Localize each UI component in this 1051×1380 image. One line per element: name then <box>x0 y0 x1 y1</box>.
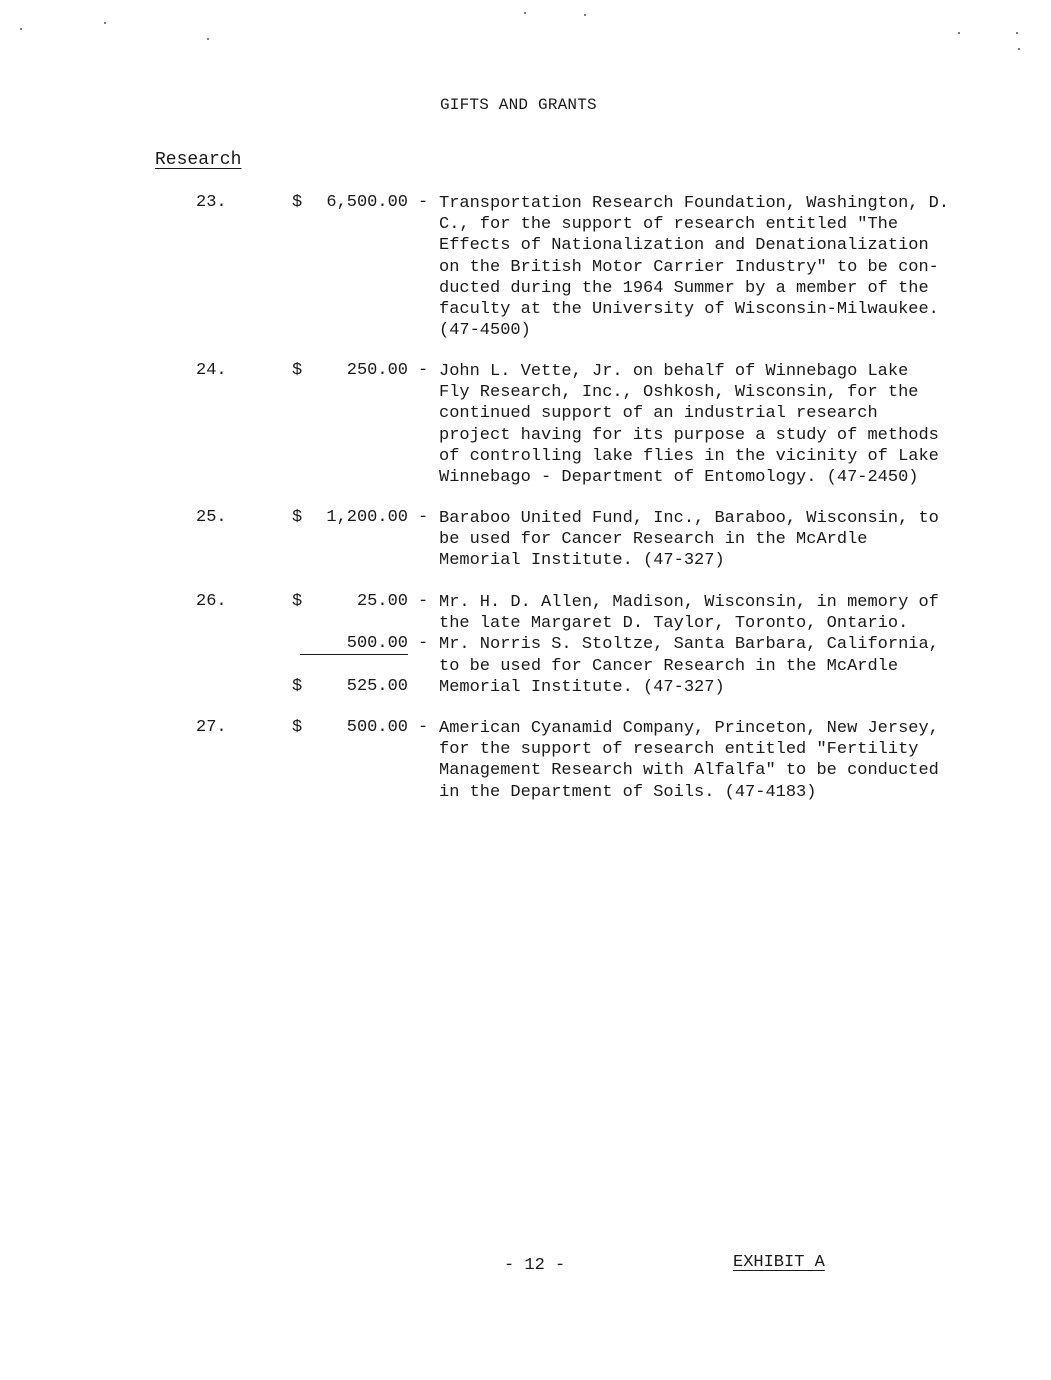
page-number: - 12 - <box>504 1256 566 1275</box>
description-line: Fly Research, Inc., Oshkosh, Wisconsin, for the <box>439 383 919 403</box>
description-line: be used for Cancer Research in the McArdle <box>439 530 868 550</box>
description-line: Winnebago - Department of Entomology. (47-2450) <box>439 468 919 488</box>
grant-amount: 250.00 <box>346 361 408 380</box>
description-line: for the support of research entitled "Fertility <box>439 740 919 760</box>
description-line: Management Research with Alfalfa" to be conducted <box>439 761 939 781</box>
entry-dash: - <box>418 592 429 611</box>
description-line: John L. Vette, Jr. on behalf of Winnebago Lake <box>439 362 909 381</box>
entry-number: 25. <box>196 508 227 527</box>
description-line: Memorial Institute. (47-327) <box>439 677 725 697</box>
section-heading: Research <box>155 150 242 170</box>
scan-speck <box>524 12 526 14</box>
exhibit-label: EXHIBIT A <box>733 1253 825 1272</box>
dollar-sign: $ <box>292 718 303 737</box>
description-line: (47-4500) <box>439 321 531 341</box>
grant-amount: 6,500.00 <box>326 193 408 212</box>
scan-speck <box>1016 32 1018 34</box>
description-line: Mr. H. D. Allen, Madison, Wisconsin, in memory of <box>439 593 939 612</box>
description-line: continued support of an industrial research <box>439 404 878 424</box>
scan-speck <box>20 28 22 30</box>
entry-dash: - <box>418 193 429 212</box>
description-line: Transportation Research Foundation, Washington, D. <box>439 194 950 213</box>
grant-description <box>439 361 939 488</box>
description-line: Effects of Nationalization and Denationalization <box>439 236 929 256</box>
grant-description <box>439 193 949 341</box>
dollar-sign: $ <box>292 676 303 696</box>
description-line: on the British Motor Carrier Industry" to be con- <box>439 257 939 277</box>
description-line: in the Department of Soils. (47-4183) <box>439 782 817 802</box>
grant-amount-total: 525.00 <box>346 676 408 696</box>
scan-speck <box>1018 48 1020 50</box>
grant-amount: 25.00 <box>356 592 408 611</box>
scan-speck <box>958 32 960 34</box>
entry-number: 27. <box>196 718 227 737</box>
dollar-sign: $ <box>292 193 303 212</box>
entry-number: 23. <box>196 193 227 212</box>
grant-description <box>439 508 939 572</box>
description-line: Memorial Institute. (47-327) <box>439 551 725 571</box>
description-line: to be used for Cancer Research in the McArdle <box>439 656 899 676</box>
dollar-sign: $ <box>292 592 303 611</box>
description-line: the late Margaret D. Taylor, Toronto, Ontario. <box>439 614 909 634</box>
description-line: ducted during the 1964 Summer by a member of the <box>439 278 929 298</box>
entry-dash: - <box>418 634 429 654</box>
entry-dash: - <box>418 718 429 737</box>
entry-dash: - <box>418 361 429 380</box>
page-title: GIFTS AND GRANTS <box>440 96 597 114</box>
entry-dash: - <box>418 508 429 527</box>
scan-speck <box>207 38 209 40</box>
description-line: Mr. Norris S. Stoltze, Santa Barbara, California, <box>439 635 939 655</box>
grant-amount: 1,200.00 <box>326 508 408 527</box>
grant-amount: 500.00 <box>346 718 408 737</box>
grant-amount-subtotal: 500.00 <box>300 634 408 655</box>
dollar-sign: $ <box>292 508 303 527</box>
scan-speck <box>584 14 586 16</box>
description-line: C., for the support of research entitled "The <box>439 215 899 235</box>
entry-number: 24. <box>196 361 227 380</box>
scan-speck <box>104 22 106 24</box>
entry-number: 26. <box>196 592 227 611</box>
description-line: faculty at the University of Wisconsin-Milwaukee. <box>439 300 939 320</box>
description-line: Baraboo United Fund, Inc., Baraboo, Wisconsin, to <box>439 509 939 528</box>
description-line: of controlling lake flies in the vicinity of Lake <box>439 446 939 466</box>
dollar-sign: $ <box>292 361 303 380</box>
description-line: American Cyanamid Company, Princeton, New Jersey, <box>439 719 939 738</box>
grant-description <box>439 718 939 803</box>
description-line: project having for its purpose a study of methods <box>439 425 939 445</box>
